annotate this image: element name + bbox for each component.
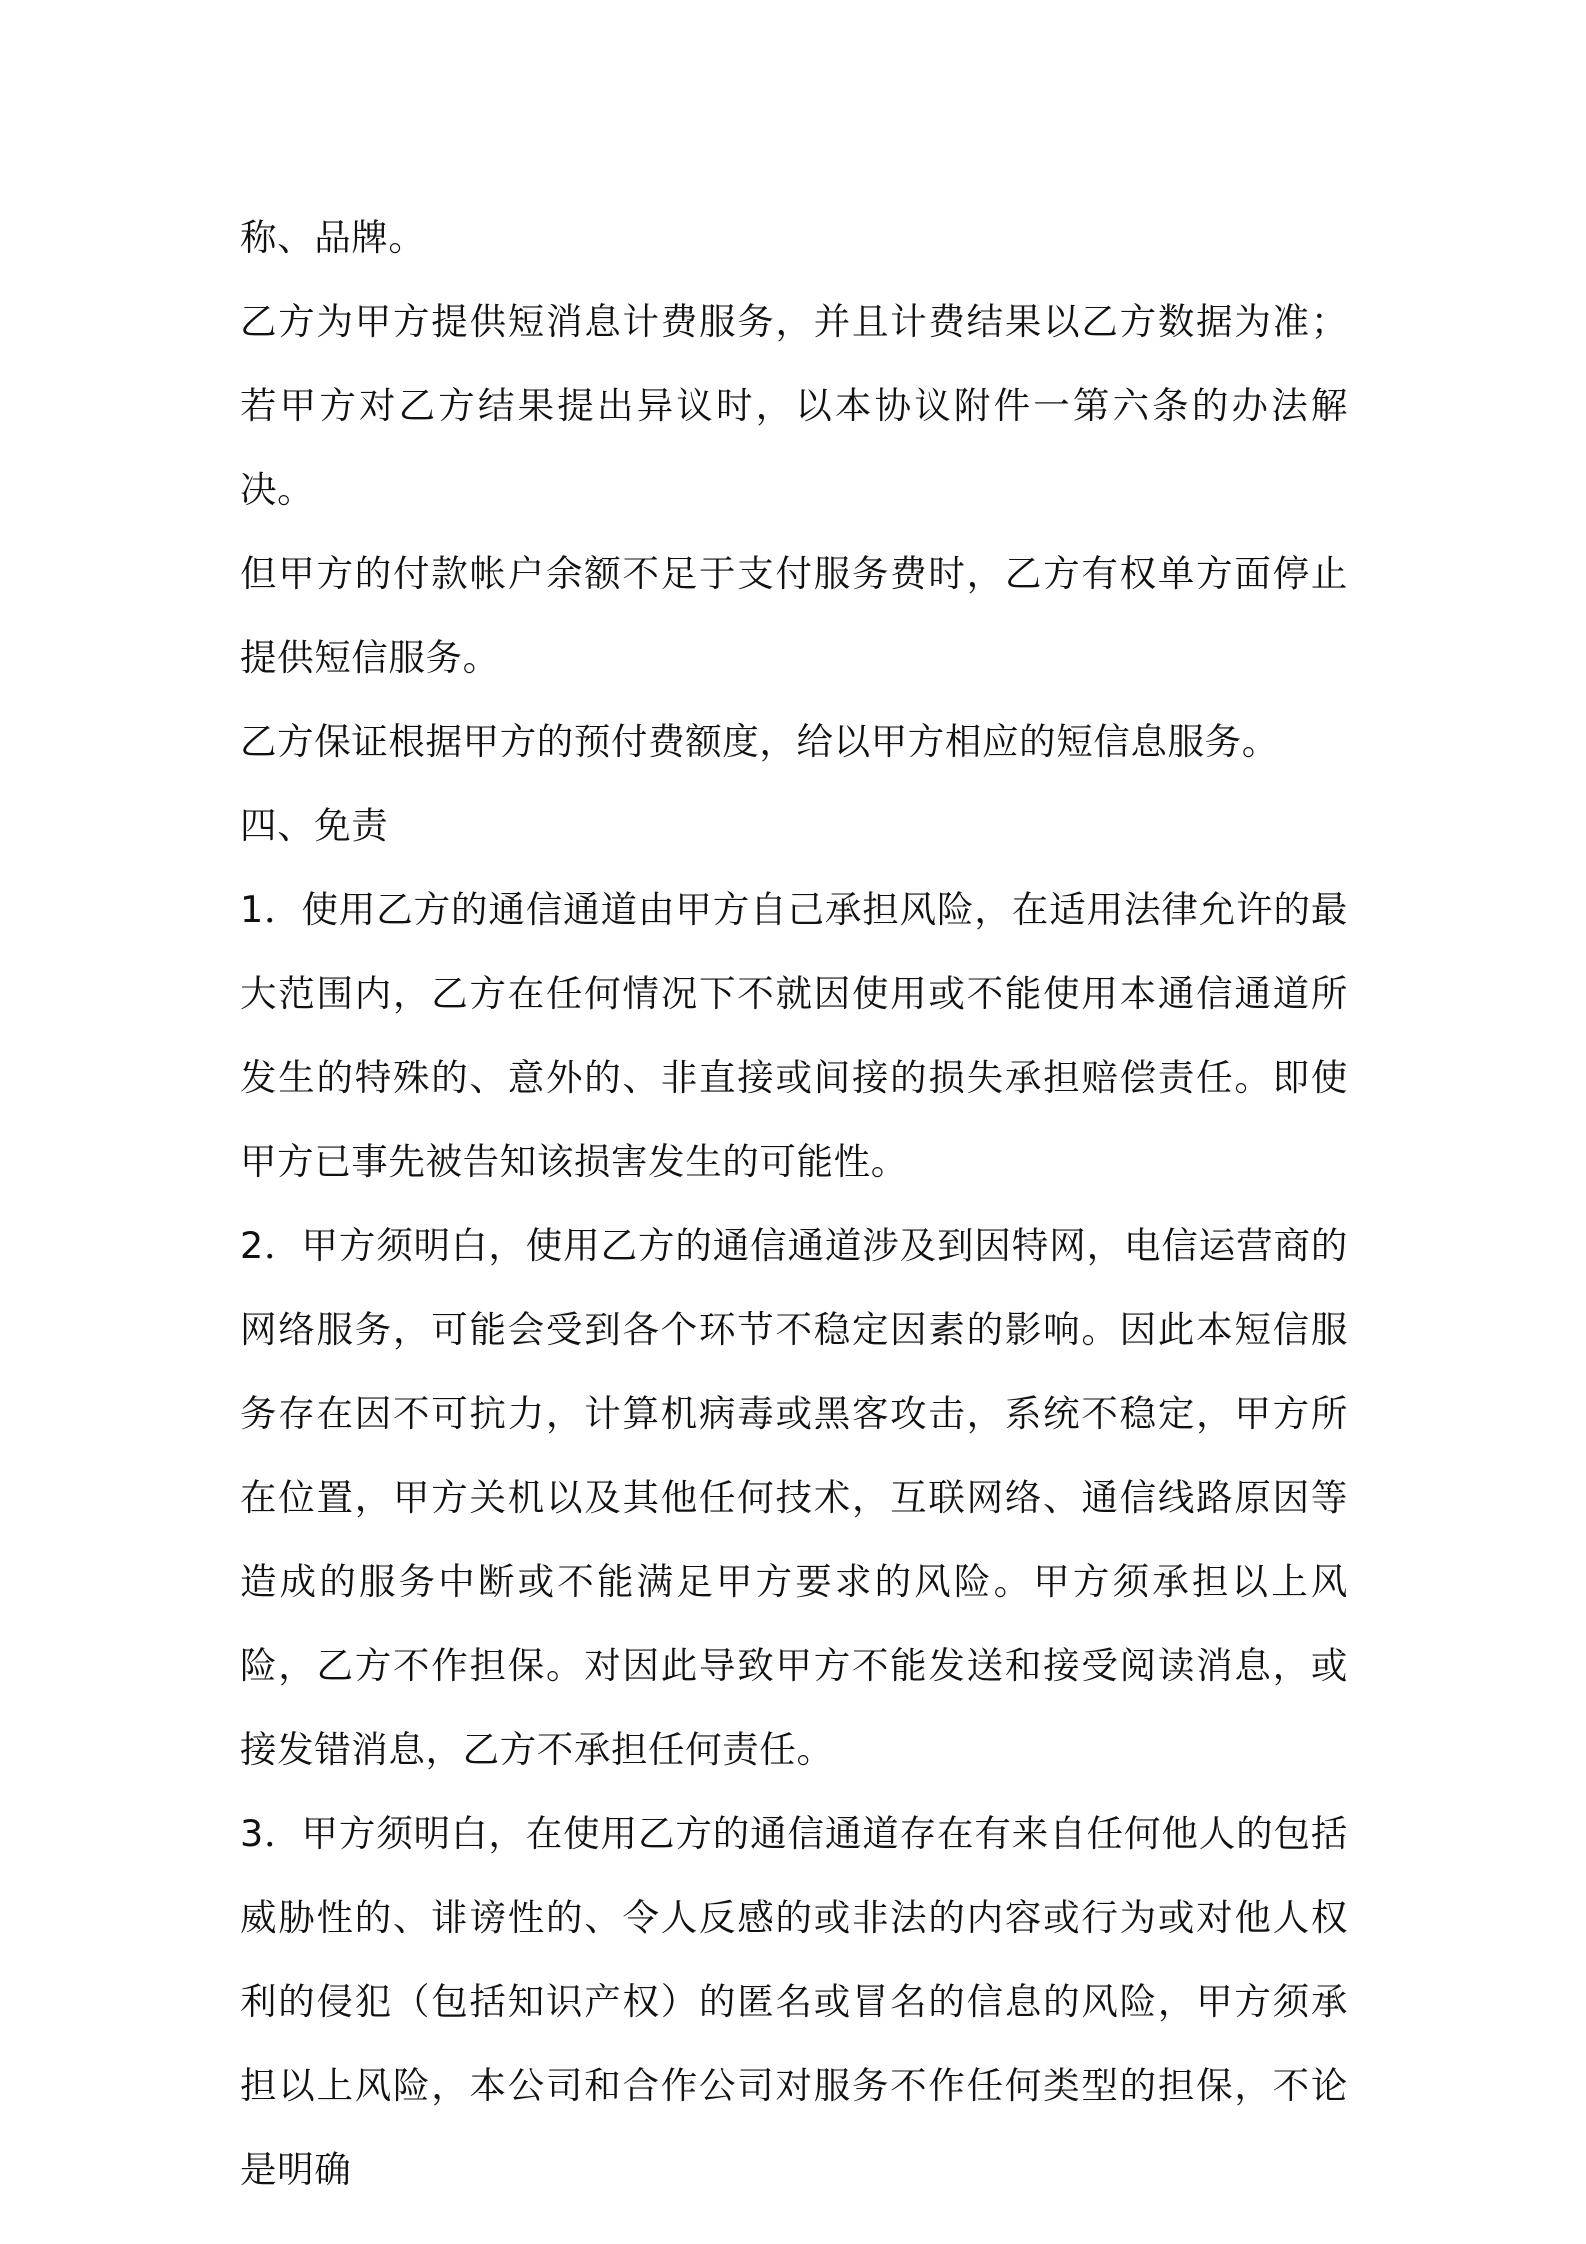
paragraph-prepaid-guarantee: 乙方保证根据甲方的预付费额度，给以甲方相应的短信息服务。: [240, 720, 1279, 763]
section-heading-disclaimer: 四、免责: [240, 804, 389, 847]
paragraph-insufficient-balance: 但甲方的付款帐户余额不足于支付服务费时，乙方有权单方面停止提供短信服务。: [240, 552, 1348, 679]
clause-3-content-risk: 3．甲方须明白，在使用乙方的通信通道存在有来自任何他人的包括威胁性的、诽谤性的、令人反感的或非法的内容或行为或对他人权利的侵犯（包括知识产权）的匿名或冒名的信息的风险，甲方须承担以上风险，本公司和合作公司对服务不作任何类型的担保，不论是明确: [240, 1812, 1348, 2191]
clause-2-network-risk: 2．甲方须明白，使用乙方的通信通道涉及到因特网，电信运营商的网络服务，可能会受到各个环节不稳定因素的影响。因此本短信服务存在因不可抗力，计算机病毒或黑客攻击，系统不稳定，甲方所在位置，甲方关机以及其他任何技术，互联网络、通信线路原因等造成的服务中断或不能满足甲方要求的风险。甲方须承担以上风险，乙方不作担保。对因此导致甲方不能发送和接受阅读消息，或接发错消息，乙方不承担任何责任。: [240, 1224, 1348, 1771]
document-body: [240, 196, 1348, 2212]
paragraph-billing-service: 乙方为甲方提供短消息计费服务，并且计费结果以乙方数据为准；若甲方对乙方结果提出异议时，以本协议附件一第六条的办法解决。: [240, 300, 1348, 511]
clause-1-risk: 1．使用乙方的通信通道由甲方自己承担风险，在适用法律允许的最大范围内，乙方在任何情况下不就因使用或不能使用本通信通道所发生的特殊的、意外的、非直接或间接的损失承担赔偿责任。即使甲方已事先被告知该损害发生的可能性。: [240, 888, 1348, 1183]
paragraph-brand-continuation: 称、品牌。: [240, 216, 426, 259]
